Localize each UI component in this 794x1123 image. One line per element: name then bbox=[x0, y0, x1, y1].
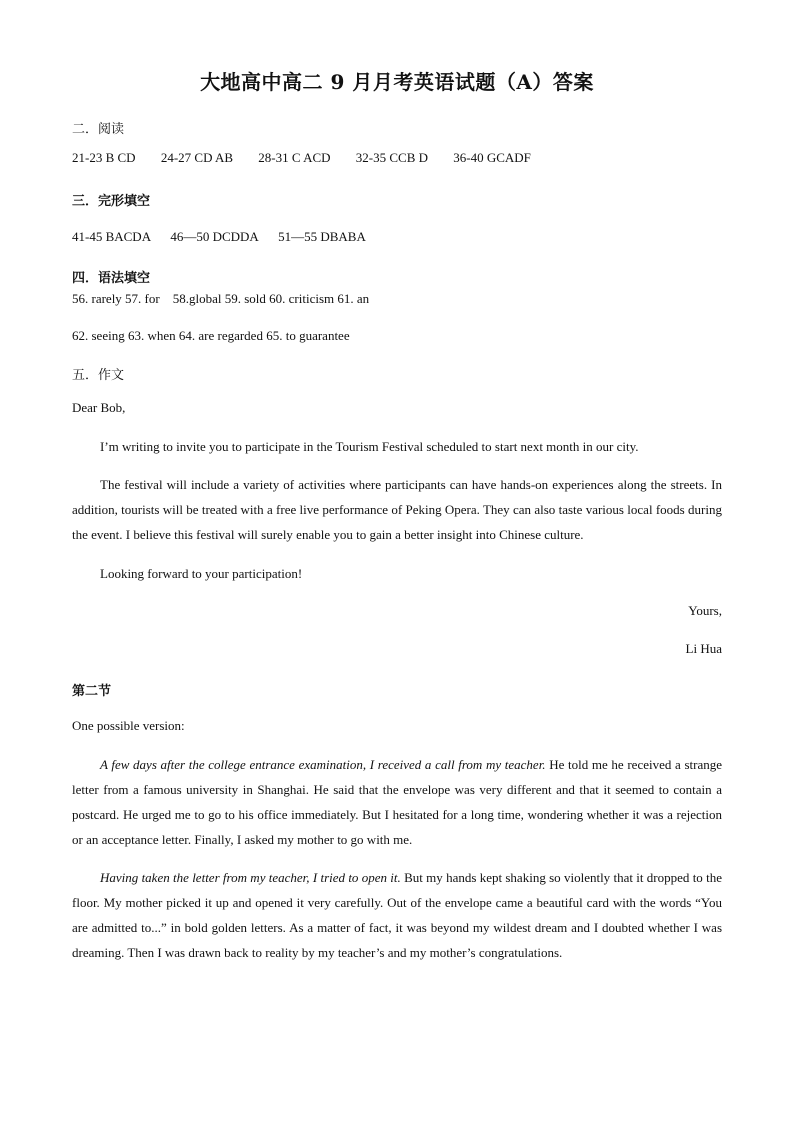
section-reading-heading: 二．阅读 bbox=[72, 122, 125, 137]
letter-paragraph-1: I’m writing to invite you to participate in the Tourism Festival scheduled to start next month in our city. bbox=[100, 439, 639, 454]
section-grammar-heading: 四．语法填空 bbox=[72, 271, 151, 286]
version-intro: One possible version: bbox=[72, 718, 185, 733]
letter-closing: Yours, bbox=[688, 603, 722, 618]
grammar-answers-line-1: 56. rarely 57. for 58.global 59. sold 60. criticism 61. an bbox=[72, 291, 370, 306]
answer-group: 32-35 CCB D bbox=[355, 150, 429, 165]
paragraph-body: He told me he received a strange letter from a famous university in Shanghai. He said that the envelope was very different and that it seemed to contain a postcard. He urged me to go to his office immediately. But I hesitated for a long time, wondering whether it was a rejection or an acceptance letter. Finally, I asked my mother to go with me. bbox=[72, 757, 722, 847]
given-opening-sentence: Having taken the letter from my teacher, I tried to open it. bbox=[100, 870, 401, 885]
letter-paragraph-2: The festival will include a variety of activities where participants can have hands-on experiences along the streets. In addition, tourists will be treated with a free live performance of Peking Opera. They can also taste various local foods during the event. I believe this festival will surely enable you to gain a better insight into Chinese culture. bbox=[72, 477, 722, 542]
answer-group: 36-40 GCADF bbox=[453, 150, 531, 165]
cloze-answers bbox=[72, 229, 382, 245]
letter-salutation: Dear Bob, bbox=[72, 400, 126, 415]
grammar-answers-line-2: 62. seeing 63. when 64. are regarded 65. to guarantee bbox=[72, 328, 350, 343]
paragraph-body: But my hands kept shaking so violently that it dropped to the floor. My mother picked it up and opened it very carefully. Out of the envelope came a beautiful card with the words “You are admitted to...” in bold golden letters. As a matter of fact, it was beyond my wildest dream and I doubted whether I was dreaming. Then I was drawn back to reality by my teacher’s and my mother’s congratulations. bbox=[72, 870, 722, 960]
section-cloze-heading: 三．完形填空 bbox=[72, 194, 151, 209]
letter-paragraph-3: Looking forward to your participation! bbox=[100, 566, 303, 581]
story-paragraph-1 bbox=[72, 752, 722, 852]
answer-group: 24-27 CD AB bbox=[160, 150, 234, 165]
section-writing-heading: 五．作文 bbox=[72, 368, 125, 383]
answer-group: 46—50 DCDDA bbox=[170, 229, 259, 244]
reading-answers bbox=[72, 150, 553, 166]
story-paragraph-2 bbox=[72, 865, 722, 965]
answer-group: 51—55 DBABA bbox=[278, 229, 366, 244]
document-title: 大地高中高二 9 月月考英语试题（A）答案 bbox=[200, 70, 594, 94]
part-two-heading: 第二节 bbox=[72, 684, 112, 699]
answer-group: 21-23 B CD bbox=[72, 150, 136, 165]
answer-group: 28-31 C ACD bbox=[258, 150, 331, 165]
letter-signature: Li Hua bbox=[685, 641, 722, 656]
answer-group: 41-45 BACDA bbox=[72, 229, 152, 244]
given-opening-sentence: A few days after the college entrance examination, I received a call from my teacher. bbox=[100, 757, 546, 772]
